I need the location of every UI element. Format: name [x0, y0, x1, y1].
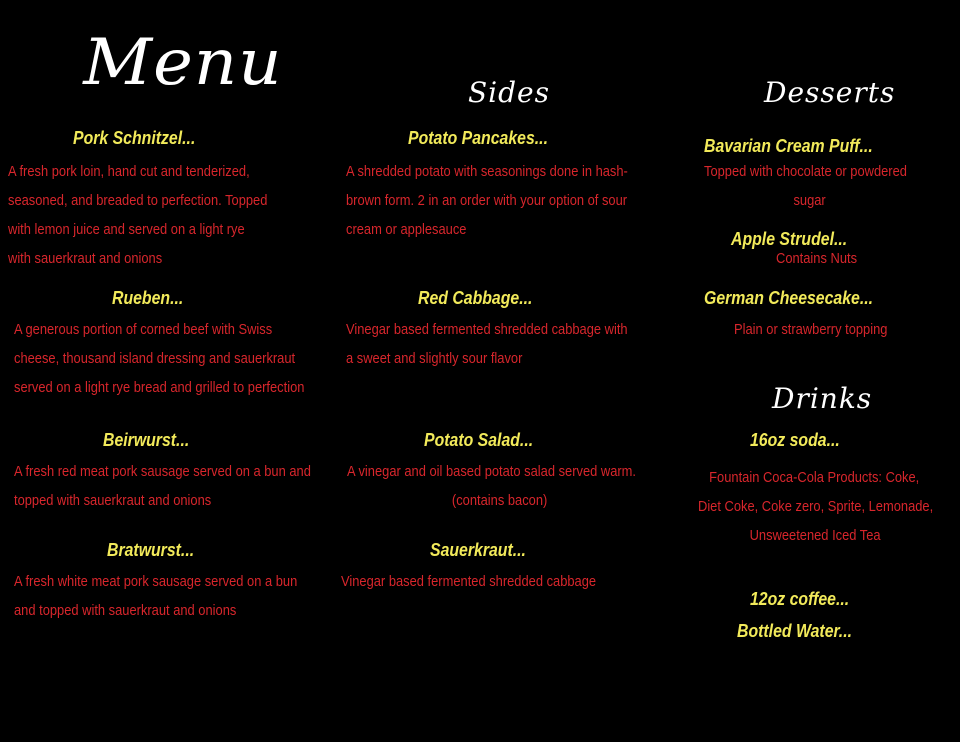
menu-item-pork-schnitzel: Pork Schnitzel... [73, 128, 196, 148]
menu-item-potato-pancakes-description: A shredded potato with seasonings done in hash- brown form. 2 in an order with your option of sour cream or applesauce [346, 163, 628, 238]
menu-item-rueben: Rueben... [112, 288, 184, 308]
menu-item-beirwurst: Beirwurst... [103, 430, 190, 450]
menu-item-bavarian-cream-puff: Bavarian Cream Puff... [704, 136, 873, 156]
sides-heading: Sides [468, 76, 550, 109]
drinks-heading: Drinks [772, 382, 873, 415]
menu-item-sauerkraut-description: Vinegar based fermented shredded cabbage [341, 573, 597, 590]
menu-item-red-cabbage-description: Vinegar based fermented shredded cabbage with a sweet and slightly sour flavor [346, 321, 628, 367]
menu-item-bottled-water: Bottled Water... [737, 621, 853, 641]
menu-title: Menu [83, 26, 283, 100]
menu-item-potato-salad-description: A vinegar and oil based potato salad served warm. (contains bacon) [347, 463, 637, 509]
menu-item-potato-pancakes: Potato Pancakes... [408, 128, 548, 148]
menu-item-sauerkraut: Sauerkraut... [430, 540, 526, 560]
menu-item-bratwurst: Bratwurst... [107, 540, 195, 560]
menu-item-pork-schnitzel-description: A fresh pork loin, hand cut and tenderized, seasoned, and breaded to perfection. Topped with lemon juice and served on a light rye with sauerkraut and onions [8, 163, 268, 267]
menu-item-potato-salad: Potato Salad... [424, 430, 534, 450]
menu-item-red-cabbage: Red Cabbage... [418, 288, 533, 308]
menu-item-bratwurst-description: A fresh white meat pork sausage served on a bun and topped with sauerkraut and onions [14, 573, 298, 619]
menu-item-apple-strudel: Apple Strudel... [731, 229, 848, 249]
menu-item-12oz-coffee: 12oz coffee... [750, 589, 850, 609]
menu-item-apple-strudel-description: Contains Nuts [776, 250, 858, 267]
menu-item-german-cheesecake: German Cheesecake... [704, 288, 874, 308]
desserts-heading: Desserts [764, 76, 896, 109]
menu-item-german-cheesecake-description: Plain or strawberry topping [734, 321, 888, 338]
menu-item-beirwurst-description: A fresh red meat pork sausage served on a bun and topped with sauerkraut and onions [14, 463, 311, 509]
menu-item-16oz-soda: 16oz soda... [750, 430, 840, 450]
menu-item-16oz-soda-description: Fountain Coca-Cola Products: Coke, Diet Coke, Coke zero, Sprite, Lemonade, Unsweetened Iced Tea [698, 469, 934, 544]
menu-item-bavarian-cream-puff-description: Topped with chocolate or powdered sugar [704, 163, 907, 209]
menu-item-rueben-description: A generous portion of corned beef with Swiss cheese, thousand island dressing and sauerkraut served on a light rye bread and grilled to perfection [14, 321, 305, 396]
